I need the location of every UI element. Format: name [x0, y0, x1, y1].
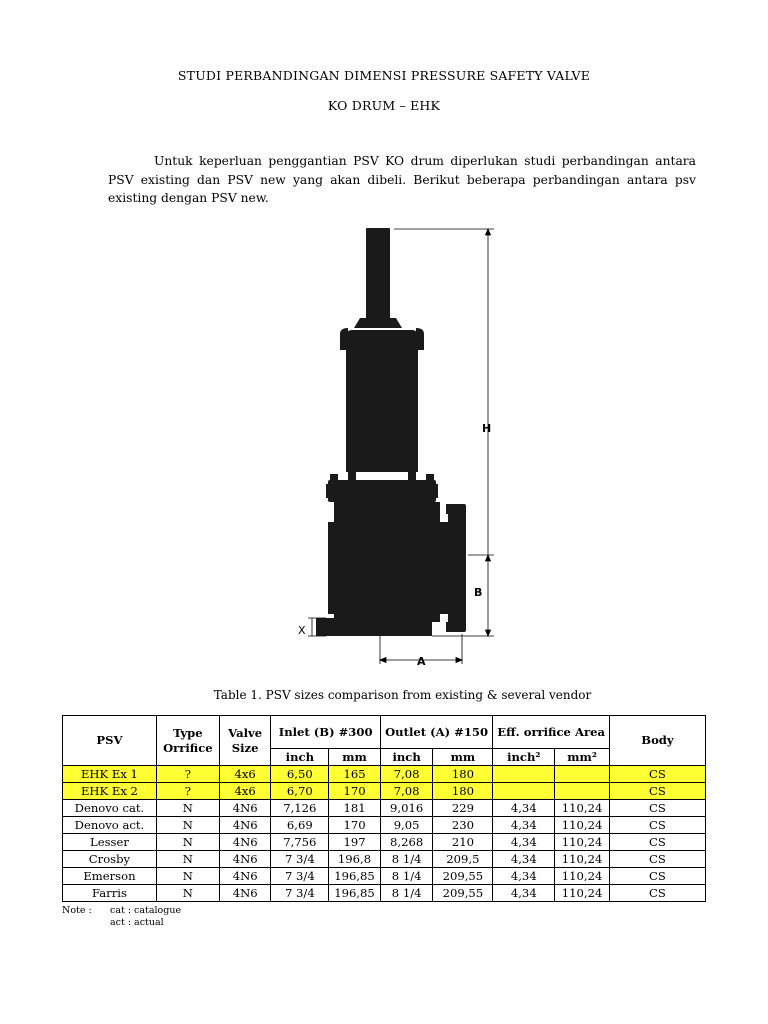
cell-body: CS [609, 817, 705, 834]
cell-inlet-inch: 6,50 [271, 766, 329, 783]
valve-silhouette [316, 228, 466, 636]
cell-eff-inch [493, 783, 555, 800]
cell-eff-inch: 4,34 [493, 834, 555, 851]
cell-type: N [156, 885, 219, 902]
cell-outlet-mm: 209,5 [433, 851, 493, 868]
cell-inlet-mm: 170 [329, 783, 381, 800]
cell-outlet-mm: 180 [433, 783, 493, 800]
table-row [63, 885, 706, 902]
cell-body: CS [609, 834, 705, 851]
cell-type: ? [156, 766, 219, 783]
cell-inlet-mm: 181 [329, 800, 381, 817]
cell-body: CS [609, 851, 705, 868]
dimension-label-h: H [482, 422, 492, 435]
table-row [63, 851, 706, 868]
note-label: Note : [62, 905, 92, 916]
cell-eff-mm [555, 783, 610, 800]
table-row [63, 834, 706, 851]
table-row [63, 766, 706, 783]
table-row [63, 783, 706, 800]
cell-outlet-inch: 7,08 [380, 766, 433, 783]
cell-inlet-inch: 6,69 [271, 817, 329, 834]
cell-inlet-inch: 7,756 [271, 834, 329, 851]
document-title: STUDI PERBANDINGAN DIMENSI PRESSURE SAFETY VALVE [177, 68, 591, 83]
psv-comparison-table [62, 715, 706, 902]
cell-body: CS [609, 766, 705, 783]
cell-eff-mm: 110,24 [555, 851, 610, 868]
cell-valve: 4N6 [219, 851, 271, 868]
cell-inlet-inch: 6,70 [271, 783, 329, 800]
dimension-label-b: B [474, 586, 483, 599]
note-cat: cat : catalogue [110, 905, 182, 916]
header-inlet: Inlet (B) #300 [271, 716, 380, 749]
cell-inlet-mm: 196,85 [329, 868, 381, 885]
cell-body: CS [609, 885, 705, 902]
subheader-outlet-mm: mm [433, 749, 493, 766]
cell-outlet-inch: 9,016 [380, 800, 433, 817]
cell-inlet-mm: 196,85 [329, 885, 381, 902]
cell-outlet-mm: 230 [433, 817, 493, 834]
table-row [63, 800, 706, 817]
cell-psv: Crosby [63, 851, 157, 868]
cell-eff-mm: 110,24 [555, 834, 610, 851]
cell-psv: Denovo act. [63, 817, 157, 834]
cell-eff-mm: 110,24 [555, 868, 610, 885]
cell-psv: Farris [63, 885, 157, 902]
cell-type: N [156, 851, 219, 868]
valve-dimension-drawing [290, 222, 520, 670]
cell-eff-inch: 4,34 [493, 800, 555, 817]
table-row [63, 868, 706, 885]
cell-eff-inch [493, 766, 555, 783]
cell-valve: 4x6 [219, 783, 271, 800]
cell-outlet-inch: 7,08 [380, 783, 433, 800]
cell-inlet-inch: 7 3/4 [271, 868, 329, 885]
cell-valve: 4N6 [219, 817, 271, 834]
cell-inlet-mm: 165 [329, 766, 381, 783]
cell-eff-inch: 4,34 [493, 868, 555, 885]
cell-outlet-inch: 8 1/4 [380, 885, 433, 902]
table-caption: Table 1. PSV sizes comparison from existing & several vendor [213, 688, 592, 702]
subheader-inlet-inch: inch [271, 749, 329, 766]
subheader-eff-mm2: mm² [555, 749, 610, 766]
cell-inlet-mm: 197 [329, 834, 381, 851]
cell-inlet-inch: 7 3/4 [271, 851, 329, 868]
table-row [63, 817, 706, 834]
dimension-label-x: X [298, 624, 306, 637]
cell-type: N [156, 817, 219, 834]
cell-valve: 4x6 [219, 766, 271, 783]
cell-eff-inch: 4,34 [493, 817, 555, 834]
cell-outlet-mm: 180 [433, 766, 493, 783]
cell-outlet-mm: 229 [433, 800, 493, 817]
cell-eff-inch: 4,34 [493, 885, 555, 902]
intro-paragraph: Untuk keperluan penggantian PSV KO drum diperlukan studi perbandingan antara PSV existing dan PSV new yang akan dibeli. Berikut beberapa perbandingan antara psv existing dengan PSV new. [108, 154, 696, 205]
dimension-label-a: A [417, 655, 426, 668]
header-type-orrifice: Type Orrifice [156, 716, 219, 766]
cell-inlet-mm: 196,8 [329, 851, 381, 868]
cell-valve: 4N6 [219, 834, 271, 851]
cell-eff-inch: 4,34 [493, 851, 555, 868]
cell-valve: 4N6 [219, 800, 271, 817]
cell-inlet-inch: 7 3/4 [271, 885, 329, 902]
header-body: Body [609, 716, 705, 766]
cell-valve: 4N6 [219, 885, 271, 902]
table-body [63, 766, 706, 902]
cell-psv: Denovo cat. [63, 800, 157, 817]
table-note [62, 905, 181, 929]
cell-valve: 4N6 [219, 868, 271, 885]
cell-outlet-inch: 9,05 [380, 817, 433, 834]
cell-type: N [156, 800, 219, 817]
cell-psv: Emerson [63, 868, 157, 885]
cell-outlet-mm: 209,55 [433, 885, 493, 902]
cell-inlet-mm: 170 [329, 817, 381, 834]
cell-body: CS [609, 800, 705, 817]
header-eff-orrifice-area: Eff. orrifice Area [493, 716, 610, 749]
cell-type: ? [156, 783, 219, 800]
cell-outlet-inch: 8 1/4 [380, 851, 433, 868]
document-subtitle: KO DRUM – EHK [327, 98, 441, 113]
cell-outlet-inch: 8,268 [380, 834, 433, 851]
cell-body: CS [609, 868, 705, 885]
note-act: act : actual [110, 917, 164, 928]
header-valve-size: Valve Size [219, 716, 271, 766]
cell-outlet-inch: 8 1/4 [380, 868, 433, 885]
cell-psv: EHK Ex 2 [63, 783, 157, 800]
cell-body: CS [609, 783, 705, 800]
cell-type: N [156, 834, 219, 851]
cell-psv: EHK Ex 1 [63, 766, 157, 783]
header-psv: PSV [63, 716, 157, 766]
subheader-eff-inch2: inch² [493, 749, 555, 766]
cell-eff-mm: 110,24 [555, 817, 610, 834]
cell-eff-mm [555, 766, 610, 783]
header-outlet: Outlet (A) #150 [380, 716, 493, 749]
cell-outlet-mm: 209,55 [433, 868, 493, 885]
cell-inlet-inch: 7,126 [271, 800, 329, 817]
cell-psv: Lesser [63, 834, 157, 851]
cell-eff-mm: 110,24 [555, 885, 610, 902]
cell-outlet-mm: 210 [433, 834, 493, 851]
cell-type: N [156, 868, 219, 885]
subheader-inlet-mm: mm [329, 749, 381, 766]
subheader-outlet-inch: inch [380, 749, 433, 766]
cell-eff-mm: 110,24 [555, 800, 610, 817]
